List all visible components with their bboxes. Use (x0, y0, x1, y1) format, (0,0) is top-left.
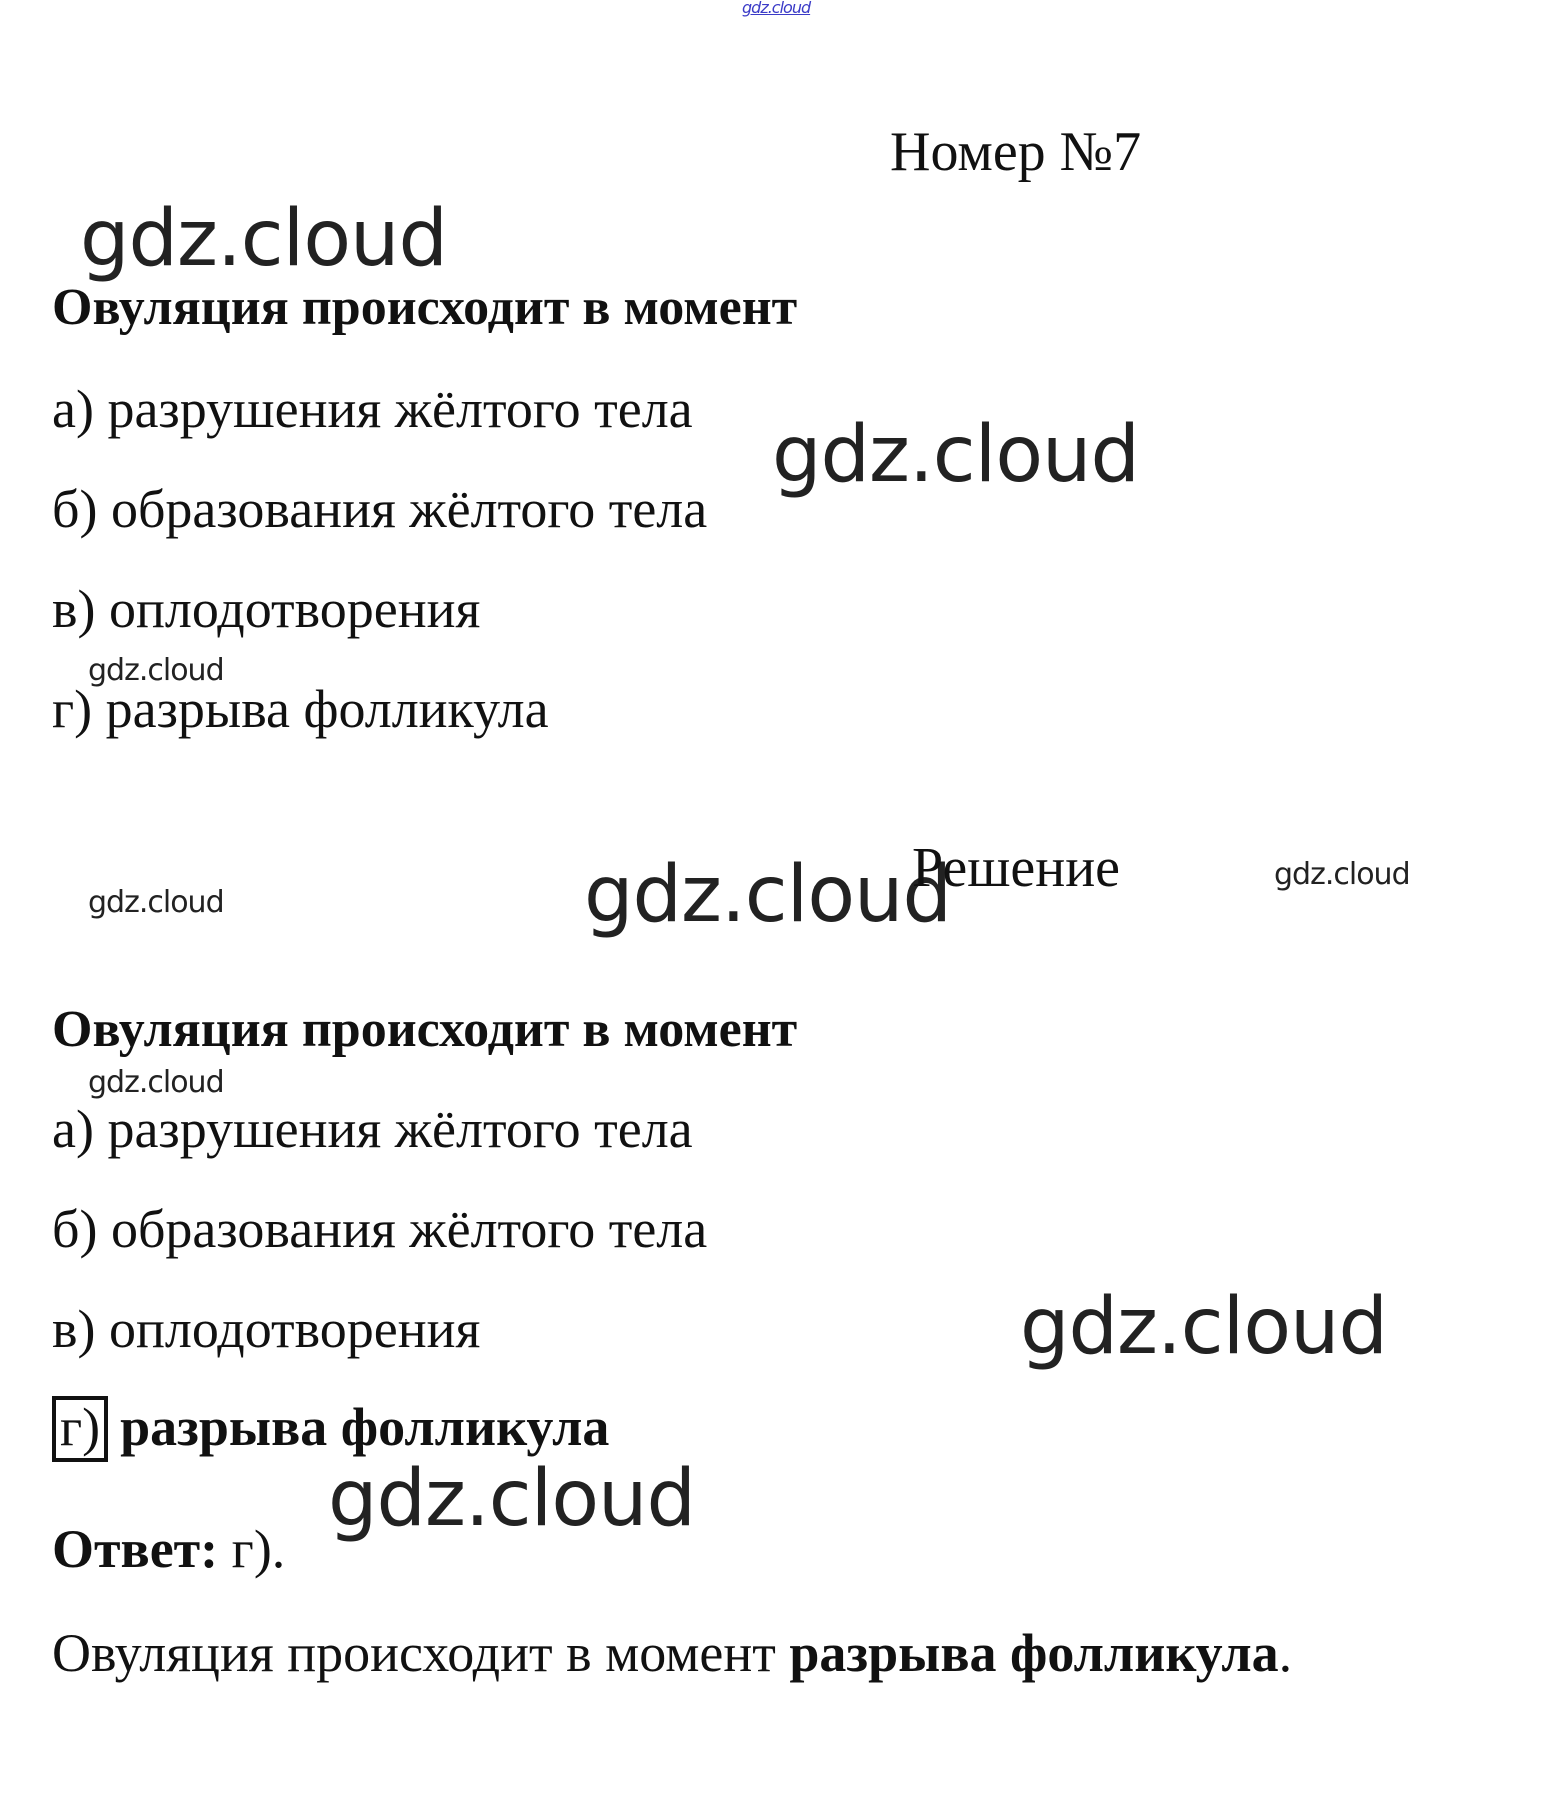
watermark: gdz.cloud (88, 1065, 224, 1100)
selected-answer-text: разрыва фолликула (120, 1397, 610, 1457)
explanation-emphasis: разрыва фолликула (789, 1623, 1279, 1683)
watermark: gdz.cloud (328, 1454, 695, 1544)
question-option-b: б) образования жёлтого тела (52, 479, 708, 539)
watermark: gdz.cloud (1020, 1282, 1387, 1372)
answer-value: г). (231, 1519, 286, 1579)
watermark: gdz.cloud (772, 410, 1139, 500)
explanation-suffix: . (1278, 1623, 1293, 1683)
solution-option-a: а) разрушения жёлтого тела (52, 1099, 693, 1159)
explanation-prefix: Овуляция происходит в момент (52, 1623, 790, 1683)
explanation (52, 1623, 1293, 1683)
question-option-d: г) разрыва фолликула (52, 679, 549, 739)
answer-line (52, 1519, 286, 1579)
solution-option-c: в) оплодотворения (52, 1299, 481, 1359)
answer-label: Ответ: (52, 1519, 219, 1579)
question-option-a: а) разрушения жёлтого тела (52, 379, 693, 439)
watermark: gdz.cloud (80, 194, 447, 284)
solution-heading: Овуляция происходит в момент (52, 1001, 798, 1058)
selected-answer-box: г) (52, 1396, 108, 1462)
solution-option-d-selected (52, 1396, 609, 1462)
top-watermark-link[interactable]: gdz.cloud (742, 0, 811, 17)
watermark: gdz.cloud (88, 653, 224, 688)
watermark: gdz.cloud (1274, 857, 1410, 892)
question-heading: Овуляция происходит в момент (52, 279, 798, 336)
question-option-c: в) оплодотворения (52, 579, 481, 639)
watermark: gdz.cloud (88, 885, 224, 920)
solution-label: Решение (912, 837, 1121, 899)
watermark: gdz.cloud (584, 850, 951, 940)
solution-option-b: б) образования жёлтого тела (52, 1199, 708, 1259)
page-title: Номер №7 (890, 121, 1142, 183)
